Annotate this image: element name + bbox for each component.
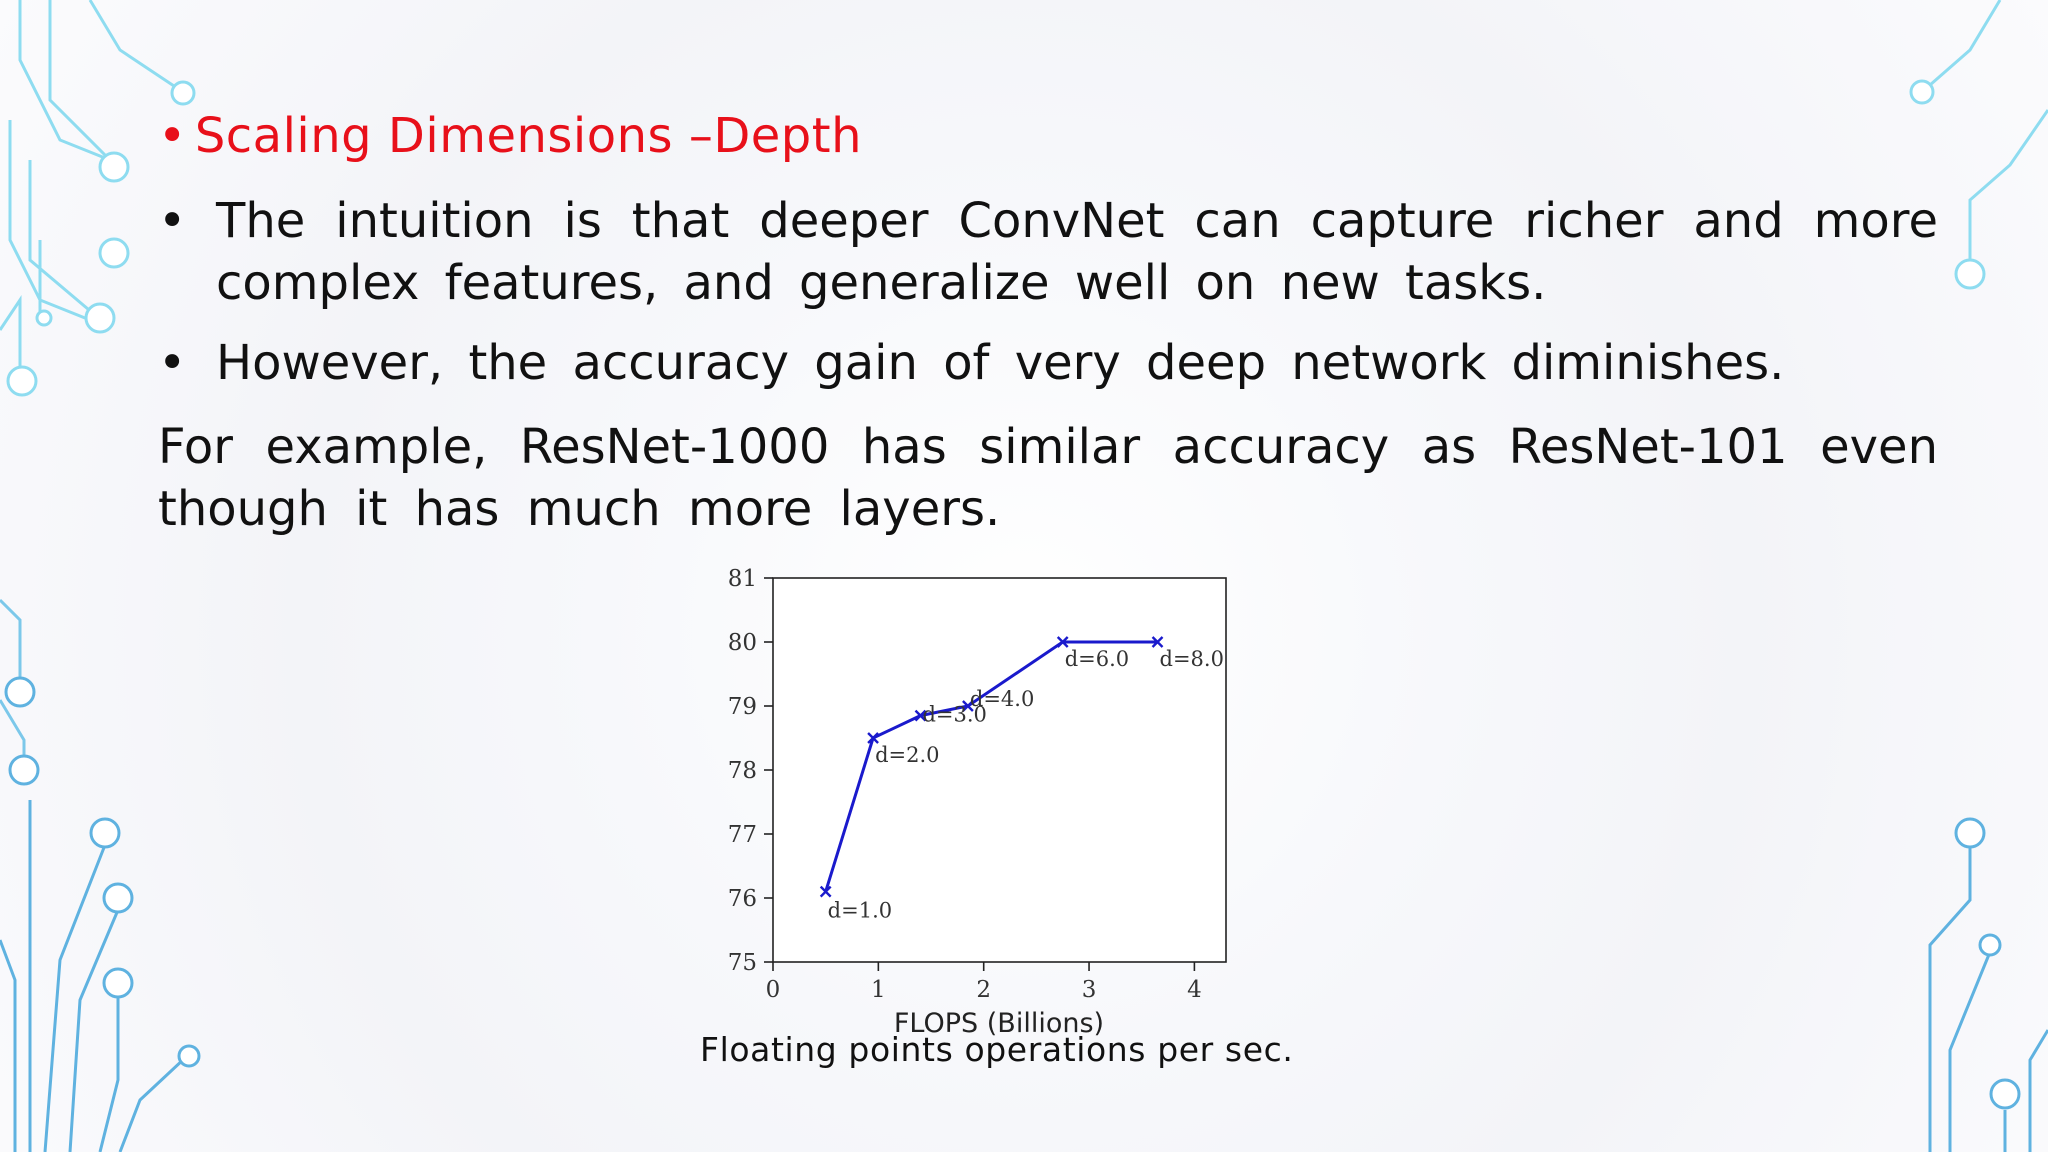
bullet-text: However, the accuracy gain of very deep network diminishes.	[216, 335, 1785, 391]
y-tick-label: 78	[727, 758, 757, 784]
y-tick-label: 81	[727, 566, 757, 592]
bullet-mark: •	[158, 335, 187, 391]
data-point-label: d=3.0	[922, 702, 987, 727]
x-tick-label: 4	[1187, 977, 1202, 1003]
bullet-item	[158, 190, 1938, 314]
bullet-text: The intuition is that deeper ConvNet can capture richer and more complex features, and generalize well on new tasks.	[216, 193, 1938, 311]
circuit-right-bottom-nodes	[1956, 819, 2019, 1108]
y-axis	[728, 566, 773, 976]
y-tick-label: 80	[727, 630, 757, 656]
flops-accuracy-chart	[700, 560, 1260, 1040]
data-point-label: d=1.0	[827, 898, 893, 923]
y-tick-label: 79	[727, 694, 757, 720]
x-tick-label: 1	[871, 977, 886, 1003]
y-tick-label: 75	[727, 950, 757, 976]
circuit-left-bottom-nodes	[6, 678, 199, 1066]
y-tick-label: 76	[727, 886, 757, 912]
x-axis-label: FLOPS (Billions)	[893, 1008, 1105, 1039]
bullet-item	[158, 332, 1938, 394]
data-point-label: d=8.0	[1159, 647, 1224, 671]
example-paragraph: For example, ResNet-1000 has similar accuracy as ResNet-101 even though it has much more layers.	[158, 419, 1938, 537]
heading-text: Scaling Dimensions –Depth	[194, 108, 863, 164]
circuit-right-bottom-lines	[1930, 846, 2048, 1152]
data-point-label: d=4.0	[969, 687, 1035, 711]
data-point-label: d=6.0	[1064, 647, 1130, 671]
chart-svg	[700, 560, 1260, 1040]
slide-heading: • Scaling Dimensions –Depth	[158, 108, 863, 164]
circuit-right-top-lines	[1930, 0, 2048, 260]
x-axis	[766, 962, 1202, 1003]
data-point-label: d=2.0	[875, 743, 940, 767]
x-tick-label: 2	[976, 977, 992, 1003]
y-tick-label: 77	[727, 822, 757, 848]
x-tick-label: 3	[1081, 977, 1097, 1003]
bullet-mark: •	[158, 193, 187, 249]
chart-caption: Floating points operations per sec.	[700, 1030, 1294, 1069]
x-tick-label: 0	[765, 977, 781, 1003]
